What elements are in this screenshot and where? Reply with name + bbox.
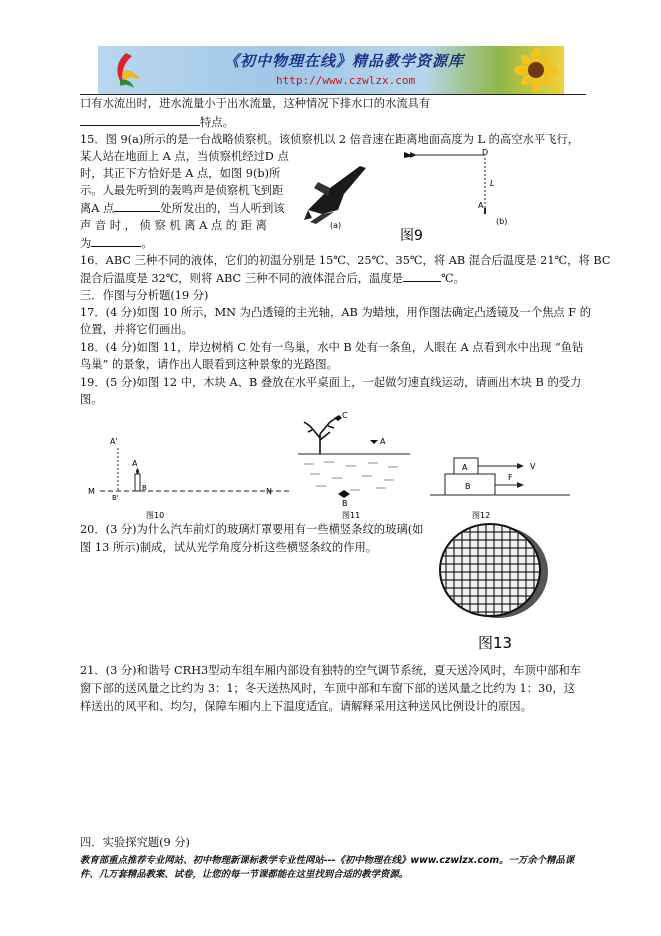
water-hatching: [304, 462, 398, 490]
spy-plane-icon: [304, 166, 366, 224]
text-line: 混合后温度是 32℃，则将 ABC 三种不同的液体混合后，温度是 ℃。: [80, 272, 465, 285]
footer-line: 教育部重点推荐专业网站、初中物理新课标教学专业性网站---《初中物理在线》www.czwlzx.com。一万余个精品课: [80, 855, 575, 866]
fig9-caption: 图9: [400, 228, 423, 244]
figure-13: [430, 518, 560, 653]
sunflower-icon: [506, 48, 562, 92]
footer-line: 件、几万套精品教案、试卷，让您的每一节课都能在这里找到合适的教学资源。: [80, 869, 409, 880]
arrow-icon: [517, 482, 524, 488]
text-line: 为 。: [80, 237, 153, 250]
text-line: 样送出的风平和、均匀，保障车厢内上下温度适宜。请解释采用这种送风比例设计的原因。: [80, 700, 532, 713]
fig9b-label: (b): [496, 217, 508, 226]
header-banner: [98, 46, 564, 94]
question-17: 17．(4 分)如图 10 所示，MN 为凸透镜的主光轴，AB 为蜡烛，用作图法确定凸透镜及一个焦点 F 的: [80, 306, 592, 319]
question-16: 16．ABC 三种不同的液体，它们的初温分别是 15℃、25℃、35℃，将 AB 混合后温度是 21℃，将 BC: [80, 254, 611, 267]
nest-icon: [334, 415, 342, 421]
question-15: 15．图 9(a)所示的是一台战略侦察机。该侦察机以 2 倍音速在距离地面高度为 L 的高空水平飞行，: [80, 133, 580, 146]
text-line: 示。人最先听到的轰鸣声是侦察机飞到距: [80, 184, 284, 197]
fig9a-label: (a): [330, 221, 342, 230]
figures-10-11-12: [80, 410, 580, 522]
text-line: 声 音 时 ， 侦 察 机 离 A 点 的 距 离: [80, 219, 267, 232]
fig10-label-bprime: B': [112, 494, 119, 502]
fig10-label-a: A: [132, 459, 138, 468]
fig9-label-d: D: [482, 148, 489, 157]
fig10-label-b: B: [142, 484, 147, 492]
site-url[interactable]: http://www.czwlzx.com: [276, 74, 416, 87]
text-line: 特点。: [80, 115, 234, 130]
candle-icon: [135, 474, 140, 491]
answer-blank[interactable]: [403, 271, 441, 282]
text-line: 口有水流出时，进水流量小于出水流量，这种情况下排水口的水流具有: [80, 97, 431, 110]
text-line: 位置，并将它们画出。: [80, 323, 193, 336]
fig9-label-l: L: [490, 179, 495, 188]
eye-marker: [370, 440, 378, 444]
fig11-label-b: B: [342, 499, 348, 508]
fig12-label-a: A: [462, 463, 468, 472]
fig12-label-v: V: [530, 462, 536, 471]
flame-icon: [136, 468, 139, 474]
fig12-label-b: B: [465, 482, 471, 491]
fig9-label-a: A: [478, 201, 484, 210]
figure-11: [298, 411, 410, 520]
headlamp-icon: [440, 524, 540, 616]
fig11-caption: 图11: [342, 511, 361, 520]
question-20: 20．(3 分)为什么汽车前灯的玻璃灯罩要用有一些横竖条纹的玻璃(如: [80, 523, 424, 536]
question-19: 19．(5 分)如图 12 中，木块 A、B 叠放在水平桌面上，一起做匀速直线运动，请画出木块 B 的受力: [80, 376, 582, 389]
question-21: 21．(3 分)和谐号 CRH3型动车组车厢内部设有独特的空气调节系统，夏天送冷风时，车顶中部和车: [80, 664, 582, 677]
text-line: 离A 点 处所发出的，当人听到该: [80, 202, 285, 215]
fish-icon: [338, 490, 350, 498]
text-line: 鸟巢” 的景象，请作出人眼看到这种景象的光路图。: [80, 358, 338, 371]
fig11-label-a: A: [380, 437, 386, 446]
answer-blank[interactable]: [114, 201, 160, 212]
answer-blank[interactable]: [91, 236, 141, 247]
text-line: 某人站在地面上 A 点，当侦察机经过D 点: [80, 150, 289, 163]
tree-icon: [304, 418, 336, 454]
figure-12: [430, 458, 570, 520]
text-line: 窗下部的送风量之比约为 3：1；冬天送热风时，车顶中部和车窗下部的送风量之比约为 1：30，这: [80, 682, 575, 695]
answer-blank[interactable]: [80, 115, 200, 126]
fig11-label-c: C: [342, 411, 348, 420]
fig13-caption: 图13: [478, 634, 513, 652]
figure-9: [300, 148, 560, 248]
section-3-title: 三．作图与分析题(19 分): [80, 289, 209, 302]
fig10-label-n: N: [266, 487, 272, 496]
header-rule: [80, 94, 586, 95]
section-4-title: 四．实验探究题(9 分): [80, 836, 190, 849]
question-18: 18．(4 分)如图 11，岸边树梢 C 处有一鸟巢，水中 B 处有一条鱼，人眼在 A 点看到水中出现 “鱼钻: [80, 341, 584, 354]
text-line: 时，其正下方恰好是 A 点，如图 9(b)所: [80, 167, 281, 180]
text-line: 图 13 所示)制成，试从光学角度分析这些横竖条纹的作用。: [80, 541, 378, 554]
fig10-label-m: M: [88, 487, 95, 496]
text-line: 图。: [80, 393, 103, 406]
figure-10: [88, 437, 290, 520]
fig10-label-aprime: A': [110, 437, 118, 446]
fig12-label-f: F: [508, 473, 513, 482]
site-title: 《初中物理在线》精品教学资源库: [224, 52, 465, 70]
fig12-caption: 图12: [472, 511, 491, 520]
site-logo-icon: [106, 50, 146, 90]
arrow-icon: [517, 463, 524, 469]
fig10-caption: 图10: [146, 511, 165, 520]
